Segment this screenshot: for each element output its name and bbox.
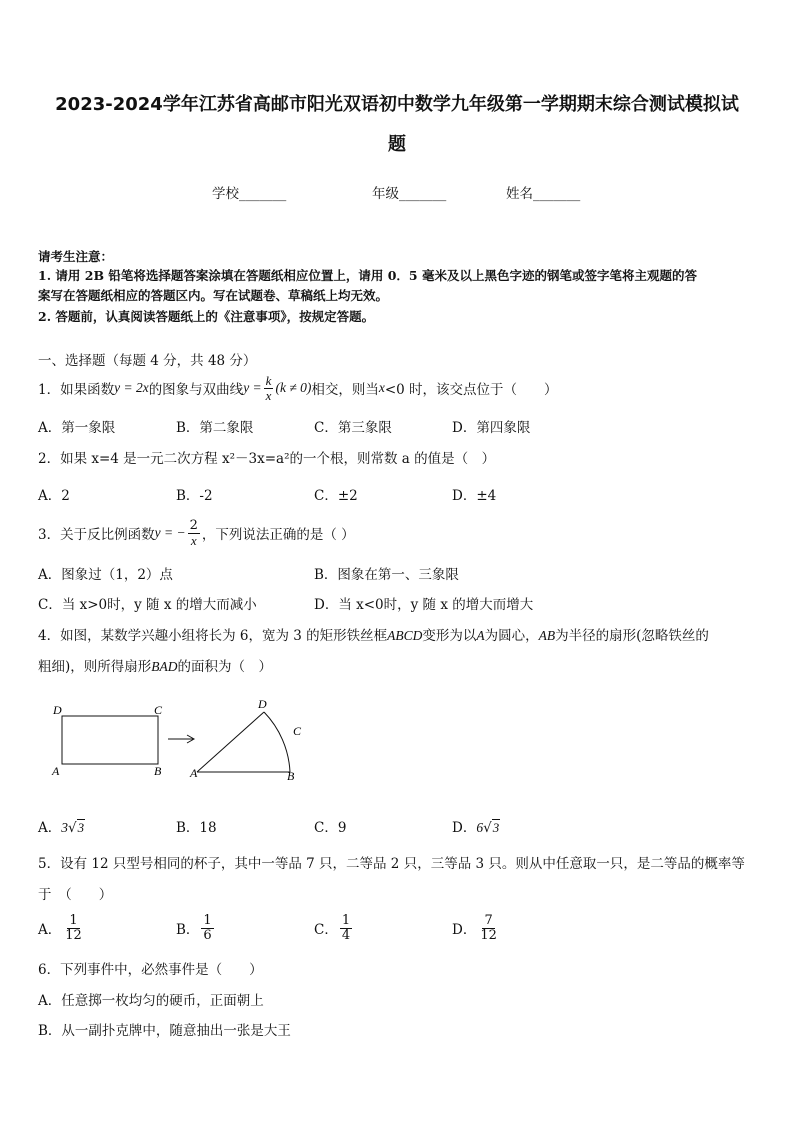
q2-option-a[interactable]: A．2 (38, 488, 70, 504)
notice-item-2: 2. 答题前，认真阅读答题纸上的《注意事项》，按规定答题。 (38, 309, 375, 324)
fraction-2-over-x: $\frac{2}{x}$ (189, 517, 198, 548)
q1-option-a[interactable]: A．第一象限 (38, 420, 116, 436)
school-label: 学校 (212, 186, 239, 202)
label-a-rect: A (52, 764, 60, 778)
page-title-continued: 题 (388, 134, 406, 155)
q5-option-d[interactable]: D． $\frac{7}{12}$ (452, 912, 497, 943)
segment-ad (197, 712, 264, 772)
q2-option-d[interactable]: D．±4 (452, 488, 497, 504)
arc-bd (264, 712, 290, 772)
label-d-rect: D (53, 703, 62, 717)
school-blank: _______ (239, 186, 287, 202)
question-4-stem-continued: 粗细)，则所得扇形BAD的面积为（ ） (38, 659, 273, 675)
q4-option-b[interactable]: B．18 (176, 820, 217, 836)
q3-option-c[interactable]: C．当 x>0时，y 随 x 的增大而减小 (38, 597, 257, 613)
notice-item-1: 1. 请用 2B 铅笔将选择题答案涂填在答题纸相应位置上，请用 0．5 毫米及以上黑色字迹的钢笔或签字笔将主观题的答 (38, 268, 697, 283)
fraction-k-over-x: $\frac{k}{x}$ (265, 372, 272, 403)
name-blank: _______ (533, 186, 581, 202)
question-6-stem: 6．下列事件中，必然事件是（ ） (38, 962, 263, 978)
question-5-stem-continued: 于 （ ） (38, 887, 113, 903)
question-1-stem: 1．如果函数 y = 2x 的图象与双曲线 y = $\frac{k}{x}$ (k ≠ 0) 相交，则当 x <0 时，该交点位于（ ） (38, 372, 558, 403)
q2-option-b[interactable]: B．-2 (176, 488, 213, 504)
q4-option-c[interactable]: C．9 (314, 820, 347, 836)
q1-option-c[interactable]: C．第三象限 (314, 420, 392, 436)
page-title: 2023-2024学年江苏省高邮市阳光双语初中数学九年级第一学期期末综合测试模拟试 (55, 94, 739, 115)
name-field (506, 182, 580, 202)
sqrt-symbol-a: √3 (68, 820, 85, 836)
question-4-stem: 4．如图，某数学兴趣小组将长为 6，宽为 3 的矩形铁丝框ABCD变形为以A为圆心，AB为半径的扇形(忽略铁丝的 (38, 628, 709, 644)
rectangle-abcd (62, 716, 158, 764)
rectangle-to-sector-figure (40, 692, 340, 787)
q3-option-a[interactable]: A．图象过（1，2）点 (38, 567, 173, 583)
question-5-stem: 5．设有 12 只型号相同的杯子，其中一等品 7 只，二等品 2 只，三等品 3 只。则从中任意取一只，是二等品的概率等 (38, 856, 745, 872)
school-field (212, 182, 286, 202)
sqrt-symbol-d: √3 (483, 820, 500, 836)
grade-field (372, 182, 446, 202)
q5-option-b[interactable]: B． $\frac{1}{6}$ (176, 912, 212, 943)
q4-option-a[interactable]: A．3√3 (38, 820, 85, 836)
q5-option-c[interactable]: C． $\frac{1}{4}$ (314, 912, 351, 943)
label-b-sector: B (287, 769, 295, 783)
label-d-sector: D (258, 697, 267, 711)
question-3-stem: 3．关于反比例函数 y = − $\frac{2}{x}$ ，下列说法正确的是（ ） (38, 517, 355, 548)
q4-option-d[interactable]: D．6√3 (452, 820, 500, 836)
q6-option-b[interactable]: B．从一副扑克牌中，随意抽出一张是大王 (38, 1023, 291, 1039)
section-heading: 一、选择题（每题 4 分，共 48 分） (38, 353, 257, 369)
label-a-sector: A (190, 766, 198, 780)
q3-option-d[interactable]: D．当 x<0时，y 随 x 的增大而增大 (314, 597, 534, 613)
q6-option-a[interactable]: A．任意掷一枚均匀的硬币，正面朝上 (38, 993, 264, 1009)
q3-option-b[interactable]: B．图象在第一、三象限 (314, 567, 459, 583)
q5-option-a[interactable]: A． $\frac{1}{12}$ (38, 912, 82, 943)
name-label: 姓名 (506, 186, 533, 202)
grade-blank: _______ (399, 186, 447, 202)
grade-label: 年级 (372, 186, 399, 202)
q2-option-c[interactable]: C．±2 (314, 488, 358, 504)
label-b-rect: B (154, 764, 162, 778)
notice-item-1-continued: 案写在答题纸相应的答题区内。写在试题卷、草稿纸上均无效。 (38, 288, 389, 303)
label-c-sector: C (293, 724, 302, 738)
q1-option-d[interactable]: D．第四象限 (452, 420, 531, 436)
question-2-stem: 2．如果 x=4 是一元二次方程 x²－3x=a²的一个根，则常数 a 的值是（ ） (38, 451, 496, 467)
q1-option-b[interactable]: B．第二象限 (176, 420, 254, 436)
notice-heading: 请考生注意： (38, 249, 114, 264)
label-c-rect: C (154, 703, 163, 717)
